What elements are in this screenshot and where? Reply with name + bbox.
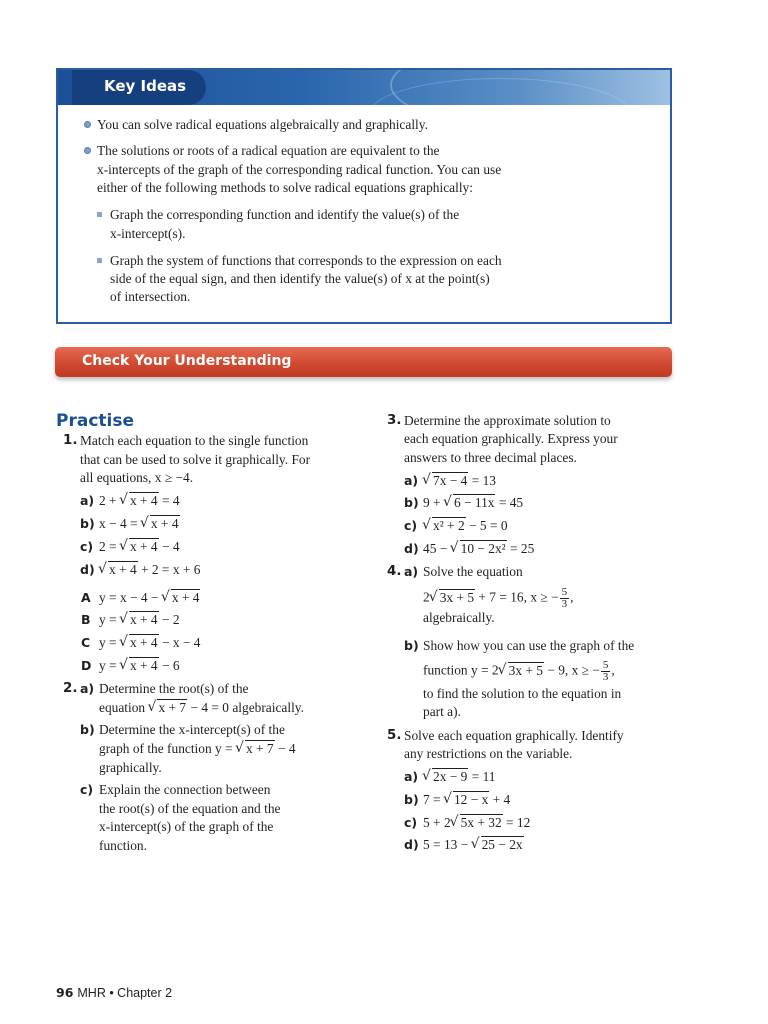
sub-idea-2-line-1: Graph the system of functions that corresponds to the expression on each xyxy=(110,253,502,268)
q1-option-b-label: B xyxy=(81,612,91,627)
q4b-line-4: part a). xyxy=(423,704,461,719)
sub-idea-1-line-1: Graph the corresponding function and identify the value(s) of the xyxy=(110,207,460,222)
q3-line-1: Determine the approximate solution to xyxy=(404,413,611,428)
q1a-label: a) xyxy=(80,493,95,508)
practise-heading: Practise xyxy=(56,411,134,431)
q5-line-2: any restrictions on the variable. xyxy=(404,746,573,761)
footer-text: MHR • Chapter 2 xyxy=(77,986,173,1000)
q1-option-d: y = √ x + 4 − 6 xyxy=(99,657,180,676)
q5-line-1: Solve each equation graphically. Identify xyxy=(404,728,624,743)
q5c-equation: 5 + 2√ 5x + 32 = 12 xyxy=(423,814,530,833)
q2c-line-1: Explain the connection between xyxy=(99,782,271,797)
q5a-equation: √ 2x − 9 = 11 xyxy=(423,768,495,787)
q1c-label: c) xyxy=(80,539,94,554)
key-idea-2-line-2: x-intercepts of the graph of the corresponding radical function. You can use xyxy=(97,162,502,177)
sub-bullet-square-icon xyxy=(97,258,102,263)
q3c-equation: √ x² + 2 − 5 = 0 xyxy=(423,517,508,536)
q4a-fraction: $\frac{5}{3}$ xyxy=(561,586,568,610)
q1b-equation: x − 4 = √ x + 4 xyxy=(99,515,180,534)
key-ideas-header xyxy=(58,70,670,105)
q2b-line-3: graphically. xyxy=(99,760,162,775)
q5d-equation: 5 = 13 − √ 25 − 2x xyxy=(423,836,524,855)
q4a-label: a) xyxy=(404,564,419,579)
q5d-label: d) xyxy=(404,837,419,852)
page-footer xyxy=(56,985,172,1000)
q4b-equation: function y = 2√ 3x + 5 − 9, x ≥ − $\frac{5}{3}$ , xyxy=(423,660,615,683)
q3d-label: d) xyxy=(404,541,419,556)
q4a-equation: 2√ 3x + 5 + 7 = 16, x ≥ − $\frac{5}{3}$ , xyxy=(423,587,573,610)
sub-idea-1-line-2: x-intercept(s). xyxy=(110,226,186,241)
q1b-label: b) xyxy=(80,516,95,531)
q4-number: 4. xyxy=(387,564,402,579)
q1-line-2: that can be used to solve it graphically. For xyxy=(80,452,311,467)
q5c-label: c) xyxy=(404,815,418,830)
q3b-label: b) xyxy=(404,495,419,510)
q4b-fraction: $\frac{5}{3}$ xyxy=(602,659,609,683)
key-idea-1: You can solve radical equations algebraically and graphically. xyxy=(97,117,428,132)
q3-number: 3. xyxy=(387,413,402,428)
q1-option-a-label: A xyxy=(81,590,91,605)
q1-number: 1. xyxy=(63,433,78,448)
sub-bullet-square-icon xyxy=(97,212,102,217)
q2-number: 2. xyxy=(63,681,78,696)
q1-line-1: Match each equation to the single function xyxy=(80,433,309,448)
q1-option-b: y = √ x + 4 − 2 xyxy=(99,611,180,630)
q3d-equation: 45 − √ 10 − 2x² = 25 xyxy=(423,540,534,559)
q1c-equation: 2 = √ x + 4 − 4 xyxy=(99,538,180,557)
q1d-equation: √ x + 4 + 2 = x + 6 xyxy=(99,561,200,580)
key-idea-2-line-1: The solutions or roots of a radical equation are equivalent to the xyxy=(97,143,440,158)
q5b-equation: 7 = √ 12 − x + 4 xyxy=(423,791,510,810)
q2c-line-3: x-intercept(s) of the graph of the xyxy=(99,819,274,834)
q1-option-a: y = x − 4 − √ x + 4 xyxy=(99,589,200,608)
key-idea-2-line-3: either of the following methods to solve radical equations graphically: xyxy=(97,180,473,195)
q2b-line-1: Determine the x-intercept(s) of the xyxy=(99,722,285,737)
sub-idea-2-line-3: of intersection. xyxy=(110,289,191,304)
q2a-label: a) xyxy=(80,681,95,696)
q2a-line-1: Determine the root(s) of the xyxy=(99,681,249,696)
q4b-line-1: Show how you can use the graph of the xyxy=(423,638,635,653)
bullet-dot-icon xyxy=(84,147,91,154)
q1-option-c-label: C xyxy=(81,635,91,650)
q3a-label: a) xyxy=(404,473,419,488)
q1-option-c: y = √ x + 4 − x − 4 xyxy=(99,634,200,653)
q3c-label: c) xyxy=(404,518,418,533)
q4a-line-1: Solve the equation xyxy=(423,564,523,579)
q1-option-d-label: D xyxy=(81,658,92,673)
q3-line-2: each equation graphically. Express your xyxy=(404,431,618,446)
check-understanding-bar xyxy=(55,347,672,377)
q3b-equation: 9 + √ 6 − 11x = 45 xyxy=(423,494,523,513)
q2a-line-2: equation √ x + 7 − 4 = 0 algebraically. xyxy=(99,699,304,718)
q4b-label: b) xyxy=(404,638,419,653)
q1a-equation: 2 + √ x + 4 = 4 xyxy=(99,492,180,511)
q1-line-3: all equations, x ≥ −4. xyxy=(80,470,194,485)
q2b-label: b) xyxy=(80,722,95,737)
key-ideas-title: Key Ideas xyxy=(104,77,187,95)
q5b-label: b) xyxy=(404,792,419,807)
q2b-line-2: graph of the function y = √ x + 7 − 4 xyxy=(99,740,296,759)
q3-line-3: answers to three decimal places. xyxy=(404,450,577,465)
q2c-line-4: function. xyxy=(99,838,147,853)
q1d-label: d) xyxy=(80,562,95,577)
bullet-dot-icon xyxy=(84,121,91,128)
check-understanding-title: Check Your Understanding xyxy=(82,353,292,369)
q4a-line-3: algebraically. xyxy=(423,610,495,625)
q2c-label: c) xyxy=(80,782,94,797)
sub-idea-2-line-2: side of the equal sign, and then identify the value(s) of x at the point(s) xyxy=(110,271,490,286)
q5-number: 5. xyxy=(387,728,402,743)
q4b-line-3: to find the solution to the equation in xyxy=(423,686,622,701)
q3a-equation: √ 7x − 4 = 13 xyxy=(423,472,496,491)
page-number: 96 xyxy=(56,985,74,1000)
q2c-line-2: the root(s) of the equation and the xyxy=(99,801,281,816)
q5a-label: a) xyxy=(404,769,419,784)
